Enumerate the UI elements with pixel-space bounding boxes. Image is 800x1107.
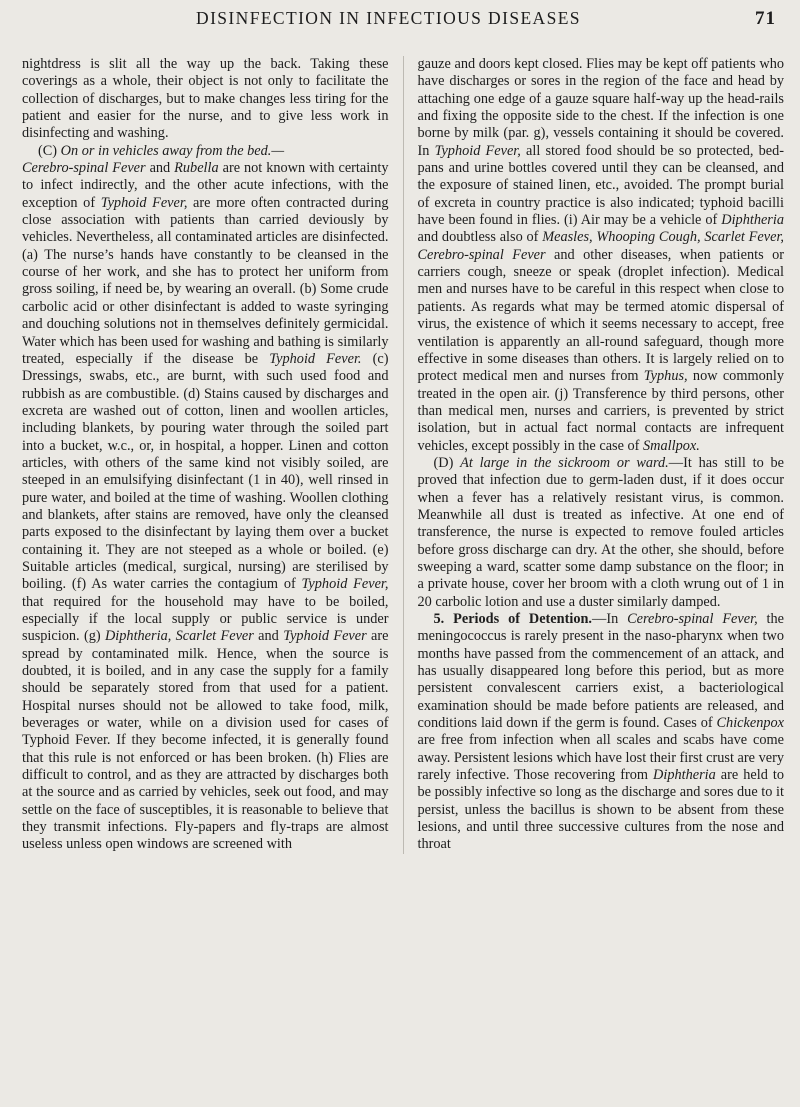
section-label: (C)	[38, 142, 58, 159]
italic-term: Typhus,	[643, 368, 688, 385]
text-run: now commonly treated in the open air. (j) Transference by third persons, other than medical men, nurses and carriers, is prevented by strict isolation, but in actual fact normal contacts are infrequent vehicles, except possibly in the case of	[417, 368, 784, 454]
paragraph	[418, 56, 785, 455]
italic-term: Typhoid Fever.	[269, 350, 362, 367]
text-run: —In	[592, 611, 628, 627]
paragraph	[22, 56, 389, 143]
text-run: and doubtless also of	[417, 229, 543, 246]
italic-term: Diphtheria	[721, 212, 784, 229]
italic-term: Diphtheria	[653, 767, 716, 784]
left-column	[22, 56, 389, 854]
italic-term: Typhoid Fever,	[434, 142, 521, 159]
text-run: gauze and doors kept closed. Flies may be kept off patients who have discharges or sores in the region of the face and head by attaching one edge of a gauze square half-way up the head-rails and fixing the opposite side to the chest. If the infection is one borne by milk (par. g), vessels containing it should be covered. In	[417, 56, 784, 159]
text-run: are held to be possibly infective so long as the discharge and sores due to it persist, unless the bacillus is shown to be absent from these lesions, and until three successive cultures from the nose and throat	[417, 767, 784, 853]
italic-term: Typhoid Fever,	[100, 194, 188, 211]
italic-term: Smallpox.	[643, 437, 700, 454]
running-title: DISINFECTION IN INFECTIOUS DISEASES	[196, 8, 581, 28]
section-heading: On or in vehicles away from the bed.—	[60, 142, 285, 159]
italic-term: Cerebro-spinal Fever,	[627, 611, 758, 627]
text-run: are free from infection when all scales and scabs have come away. Persistent lesions which have lost their first crust are very rarely infective. Those recovering from	[417, 732, 784, 784]
text-run: (c) Dressings, swabs, etc., are burnt, with such used food and rubbish as are combustible. (d) Stains caused by discharges and excreta are washed out of cotton, linen and woollen articles, including blankets, by pouring water through the soiled part into a bucket, w.c., or, in hospital, a hopper. Linen and cotton articles, with others of the same kind not visibly soiled, are steeped in an emulsifying disinfectant (1 in 40), well rinsed in pure water, and boiled at the time of washing. Woollen clothing and blankets, after stains are removed, have only the cleansed parts exposed to the disinfectant by laying them over a bucket containing it. They are not steeped as a whole or boiled. (e) Suitable articles (medical, surgical, nursing) are sterilised by boiling. (f) As water carries the contagium of	[22, 350, 389, 593]
text-run: are not known with certainty to infect indirectly, and the other acute infections, with the exception of	[22, 160, 389, 211]
italic-term: Chickenpox	[716, 715, 784, 732]
italic-term: Typhoid Fever,	[301, 576, 389, 593]
text-run: are more often contracted during close association with patients than carried deviously by vehicles. Nevertheless, all contaminated articles are disinfected. (a) The nurse’s hands have constantly to be cleansed in the course of her work, and she has to protect her uniform from gross soiling, if need be, by wearing an overall. (b) Some crude carbolic acid or other disinfectant is added to waste syringing and douching solutions not in themselves definitely germicidal. Water which has been used for washing and bathing is similarly treated, especially if the disease be	[22, 194, 389, 367]
section-label: (D)	[433, 454, 454, 471]
text-columns	[22, 56, 784, 854]
text-run: and	[253, 628, 284, 645]
italic-term: Cerebro-spinal Fever	[22, 160, 146, 177]
italic-term: Measles, Whooping Cough, Scarlet Fever, Cerebro-spinal Fever	[417, 229, 784, 263]
italic-term: Typhoid Fever	[283, 628, 367, 645]
paragraph	[418, 455, 785, 611]
text-run: —It has still to be proved that infection due to germ-laden dust, if it does occur when a fever has a relatively resistant virus, is common. Meanwhile all dust is treated as infective. At one end of transference, the nurse is expected to remove fouled articles before gross discharge can dry. At the other, she should, before sweeping a ward, scatter some damp substance on the floor; in a private house, cover her broom with a cloth wrung out of 1 in 20 carbolic lotion and use a duster similarly damped.	[417, 454, 785, 610]
text-run: are spread by contaminated milk. Hence, when the source is doubted, it is boiled, and in any case the supply for a family should be separately stored from that used for a patient. Hospital nurses should not be allowed to take food, milk, beverages or water, while on a division used for cases of Typhoid Fever. If they become infected, it is generally found that this rule is not enforced or has been broken. (h) Flies are difficult to control, and as they are attracted by discharges both at the source and as carried by vehicles, seek out food, and may settle on the face of susceptibles, it is reasonable to believe that they transmit infections. Fly-papers and fly-traps are almost useless unless open windows are screened with	[22, 628, 389, 853]
text-run: all stored food should be so protected, bed-pans and urine bottles covered until they can be cleansed, and the exposure of stained linen, etc., avoided. The prompt burial of excreta in country practice is also indicated; typhoid bacilli have been found in flies. (i) Air may be a vehicle of	[417, 142, 784, 229]
paragraph-text: nightdress is slit all the way up the back. Taking these coverings as a whole, their object is not only to facilitate the collection of discharges, but to make changes less tiring for the patient and easier for the nurse, and to give less work in disinfecting and washing.	[22, 56, 389, 142]
italic-term: Diphtheria, Scarlet Fever	[104, 628, 254, 645]
text-run: the meningococcus is rarely present in the naso-pharynx when two months have passed from the commencement of an attack, and has usually disappeared long before this period, but as more persistent convalescent carriers exist, a bacteriological examination should be made before patients are released, and conditions laid down if the germ is found. Cases of	[417, 611, 785, 732]
running-header	[22, 8, 778, 38]
section-heading: At large in the sickroom or ward.	[460, 454, 669, 471]
italic-term: Rubella	[174, 160, 219, 177]
section-heading: 5. Periods of Detention.	[433, 611, 593, 627]
paragraph	[418, 611, 785, 854]
page-number: 71	[755, 8, 776, 29]
paragraph	[22, 143, 389, 854]
right-column	[418, 56, 785, 854]
text-run: and other diseases, when patients or carriers cough, sneeze or speak (droplet infection). Medical men and nurses have to be careful in this respect when close to patients. As regards what may be termed atomic dispersal of virus, the existence of which it seems necessary to accept, free ventilation is apparently an all-round safeguard, though more effective in some diseases than others. It is largely relied on to protect medical men and nurses from	[417, 246, 784, 385]
column-divider	[403, 56, 404, 854]
text-run: and	[145, 160, 175, 177]
text-run: that required for the household may have to be boiled, especially if the local supply or public service is under suspicion. (g)	[22, 593, 389, 645]
